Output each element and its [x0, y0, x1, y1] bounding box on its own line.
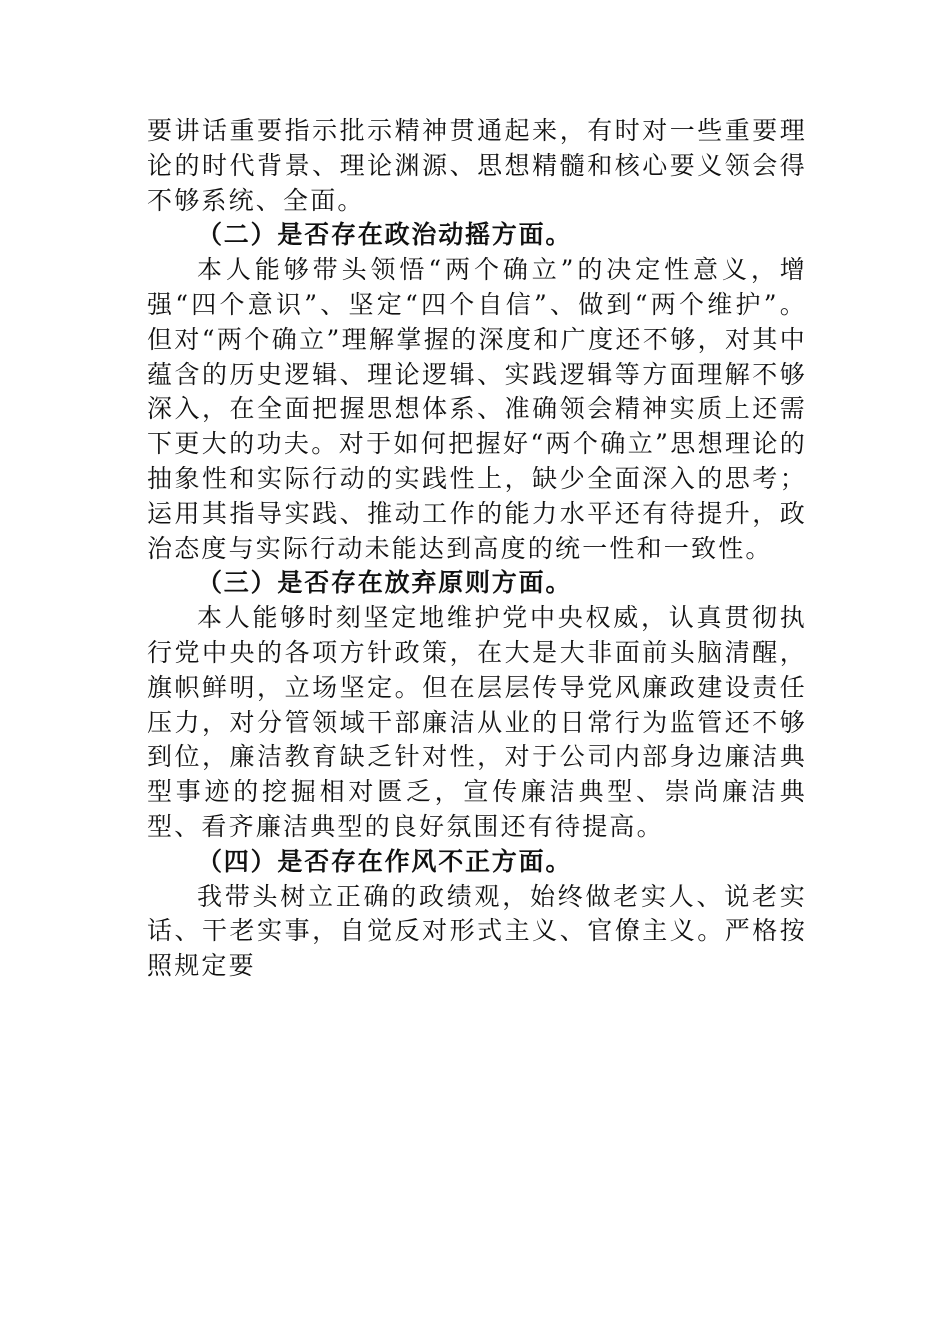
section-heading-three: （三）是否存在放弃原则方面。 — [197, 568, 573, 598]
paragraph-political: 本人能够带头领悟“两个确立”的决定性意义，增强“四个意识”、坚定“四个自信”、做到“两个维护”。但对“两个确立”理解掌握的深度和广度还不够，对其中蕴含的历史逻辑、理论逻辑、实践逻辑等方面理解不够深入，在全面把握思想体系、准确领会精神实质上还需下更大的功夫。对于如何把握好“两个确立”思想理论的抽象性和实际行动的实践性上，缺少全面深入的思考；运用其指导实践、推动工作的能力水平还有待提升，政治态度与实际行动未能达到高度的统一性和一致性。 — [147, 255, 807, 563]
section-heading-four: （四）是否存在作风不正方面。 — [197, 846, 573, 876]
section-heading-two: （二）是否存在政治动摇方面。 — [197, 220, 573, 250]
paragraph-continuation: 要讲话重要指示批示精神贯通起来，有时对一些重要理论的时代背景、理论渊源、思想精髓和核心要义领会得不够系统、全面。 — [147, 116, 807, 215]
document-body — [147, 114, 807, 984]
paragraph-principle: 本人能够时刻坚定地维护党中央权威，认真贯彻执行党中央的各项方针政策，在大是大非面前头脑清醒，旗帜鲜明，立场坚定。但在层层传导党风廉政建设责任压力，对分管领域干部廉洁从业的日常行为监管还不够到位，廉洁教育缺乏针对性，对于公司内部身边廉洁典型事迹的挖掘相对匮乏，宣传廉洁典型、崇尚廉洁典型、看齐廉洁典型的良好氛围还有待提高。 — [147, 603, 807, 841]
paragraph-workstyle: 我带头树立正确的政绩观，始终做老实人、说老实话、干老实事，自觉反对形式主义、官僚主义。严格按照规定要 — [147, 881, 807, 981]
